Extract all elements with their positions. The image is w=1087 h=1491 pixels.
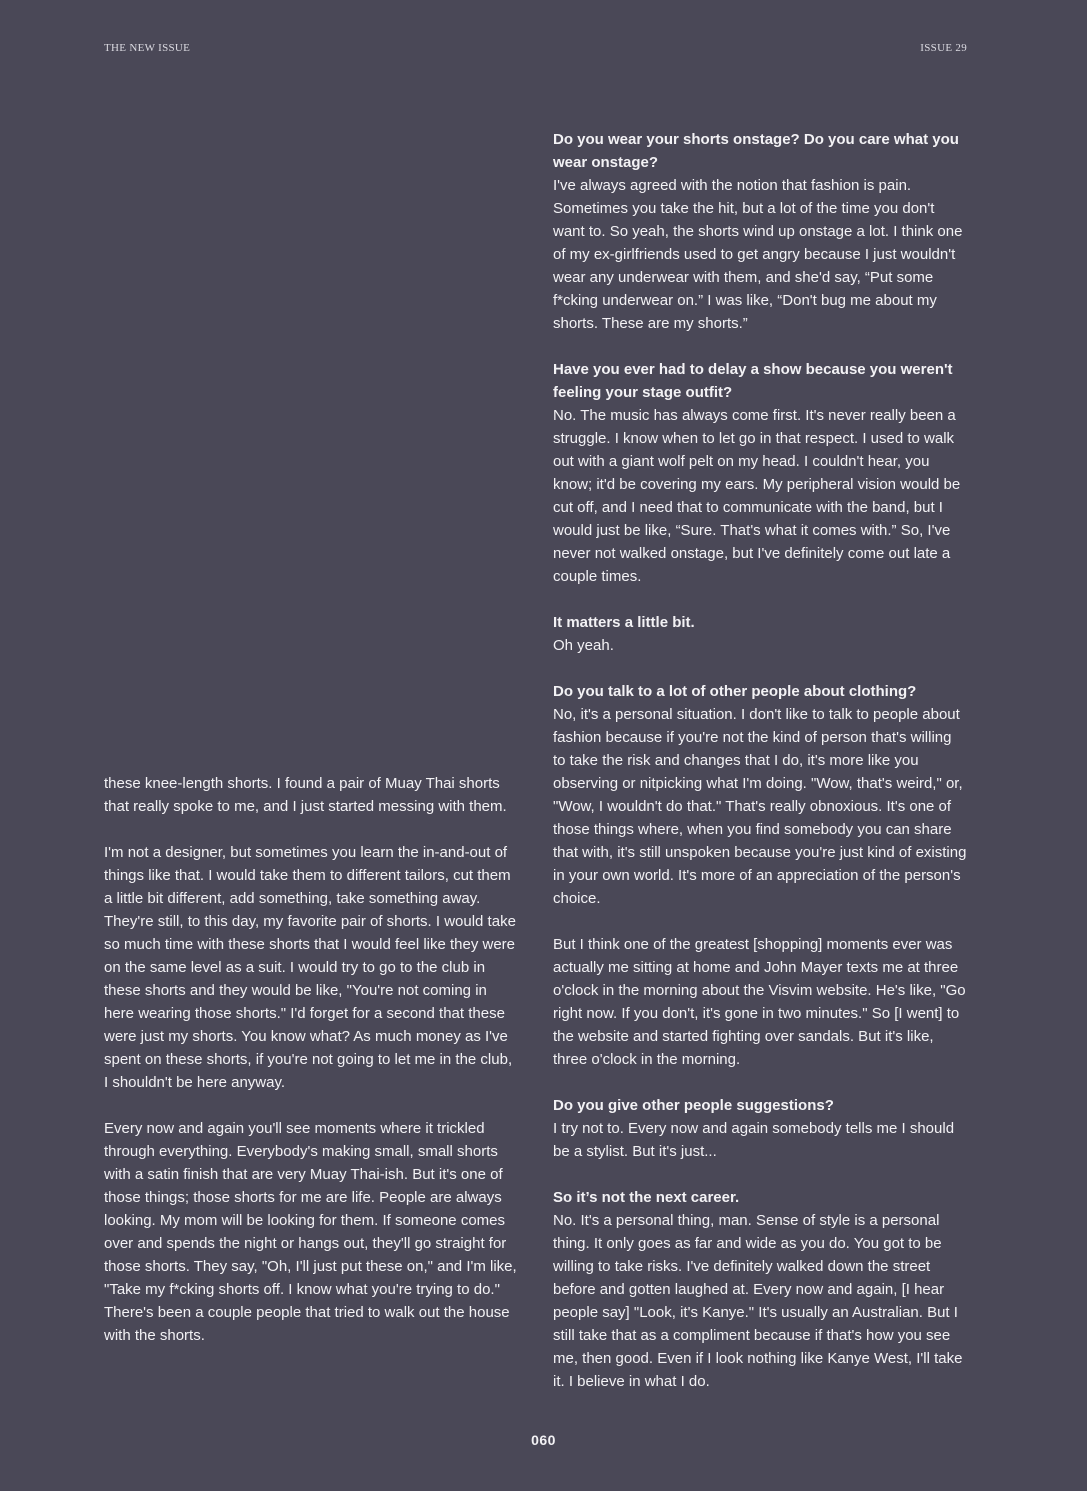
question: So it’s not the next career. xyxy=(553,1189,740,1206)
question: It matters a little bit. xyxy=(553,614,695,631)
answer: Oh yeah. xyxy=(553,637,614,654)
answer: But I think one of the greatest [shopping] moments ever was actually me sitting at home and John Mayer texts me at three o'clock in the morning about the Visvim website. He's like, "Go right now. If you don't, it's gone in two minutes." So [I went] to the website and started fighting over sandals. But it's like, three o'clock in the morning. xyxy=(553,936,966,1068)
left-column xyxy=(104,772,519,1370)
answer: No, it's a personal situation. I don't like to talk to people about fashion because if you're not the kind of person that's willing to take the risk and changes that I do, it's more like you observing or nitpicking what I'm doing. "Wow, that's weird," or, "Wow, I wouldn't do that." That's really obnoxious. It's one of those things where, when you find somebody you can share that with, it's still unspoken because you're just kind of existing in your own world. It's more of an appreciation of the person's choice. xyxy=(553,706,967,907)
body-paragraph: these knee-length shorts. I found a pair of Muay Thai shorts that really spoke to me, and I just started messing with them. xyxy=(104,775,507,815)
question: Do you talk to a lot of other people about clothing? xyxy=(553,683,917,700)
question: Do you give other people suggestions? xyxy=(553,1097,834,1114)
answer: No. It's a personal thing, man. Sense of style is a personal thing. It only goes as far and wide as you do. You got to be willing to take risks. I've definitely walked down the street before and gotten laughed at. Every now and again, [I hear people say] "Look, it's Kanye." It's usually an Australian. But I still take that as a compliment because if that's how you see me, then good. Even if I look nothing like Kanye West, I'll take it. I believe in what I do. xyxy=(553,1212,963,1390)
qa-block xyxy=(553,680,968,910)
body-paragraph: I'm not a designer, but sometimes you learn the in-and-out of things like that. I would take them to different tailors, cut them a little bit different, add something, take something away. They're still, to this day, my favorite pair of shorts. I would take so much time with these shorts that I would feel like they were on the same level as a suit. I would try to go to the club in these shorts and they would be like, "You're not coming in here wearing those shorts." I'd forget for a second that these were just my shorts. You know what? As much money as I've spent on these shorts, if you're not going to let me in the club, I shouldn't be here anyway. xyxy=(104,844,516,1091)
body-paragraph: Every now and again you'll see moments where it trickled through everything. Everybody's making small, small shorts with a satin finish that are very Muay Thai-ish. But it's one of those things; those shorts for me are life. People are always looking. My mom will be looking for them. If someone comes over and spends the night or hangs out, they'll go straight for those shorts. They say, "Oh, I'll just put these on," and I'm like, "Take my f*cking shorts off. I know what you're trying to do." There's been a couple people that tried to walk out the house with the shorts. xyxy=(104,1120,517,1344)
issue-number: ISSUE 29 xyxy=(920,42,967,54)
qa-block xyxy=(553,1094,968,1163)
right-column xyxy=(553,128,968,1416)
answer: I've always agreed with the notion that fashion is pain. Sometimes you take the hit, but a lot of the time you don't want to. So yeah, the shorts wind up onstage a lot. I think one of my ex-girlfriends used to get angry because I just wouldn't wear any underwear with them, and she'd say, “Put some f*cking underwear on.” I was like, “Don't bug me about my shorts. These are my shorts.” xyxy=(553,177,963,332)
publication-name: THE NEW ISSUE xyxy=(104,42,191,54)
page-number: 060 xyxy=(531,1432,556,1448)
qa-block xyxy=(553,611,968,657)
qa-block xyxy=(553,128,968,335)
answer: No. The music has always come first. It's never really been a struggle. I know when to let go in that respect. I used to walk out with a giant wolf pelt on my head. I couldn't hear, you know; it'd be covering my ears. My peripheral vision would be cut off, and I need that to communicate with the band, but I would just be like, “Sure. That's what it comes with.” So, I've never not walked onstage, but I've definitely come out late a couple times. xyxy=(553,407,961,585)
qa-block xyxy=(553,933,968,1071)
qa-block xyxy=(553,358,968,588)
question: Do you wear your shorts onstage? Do you care what you wear onstage? xyxy=(553,131,959,171)
answer: I try not to. Every now and again somebody tells me I should be a stylist. But it's just... xyxy=(553,1120,955,1160)
question: Have you ever had to delay a show because you weren't feeling your stage outfit? xyxy=(553,361,953,401)
qa-block xyxy=(553,1186,968,1393)
